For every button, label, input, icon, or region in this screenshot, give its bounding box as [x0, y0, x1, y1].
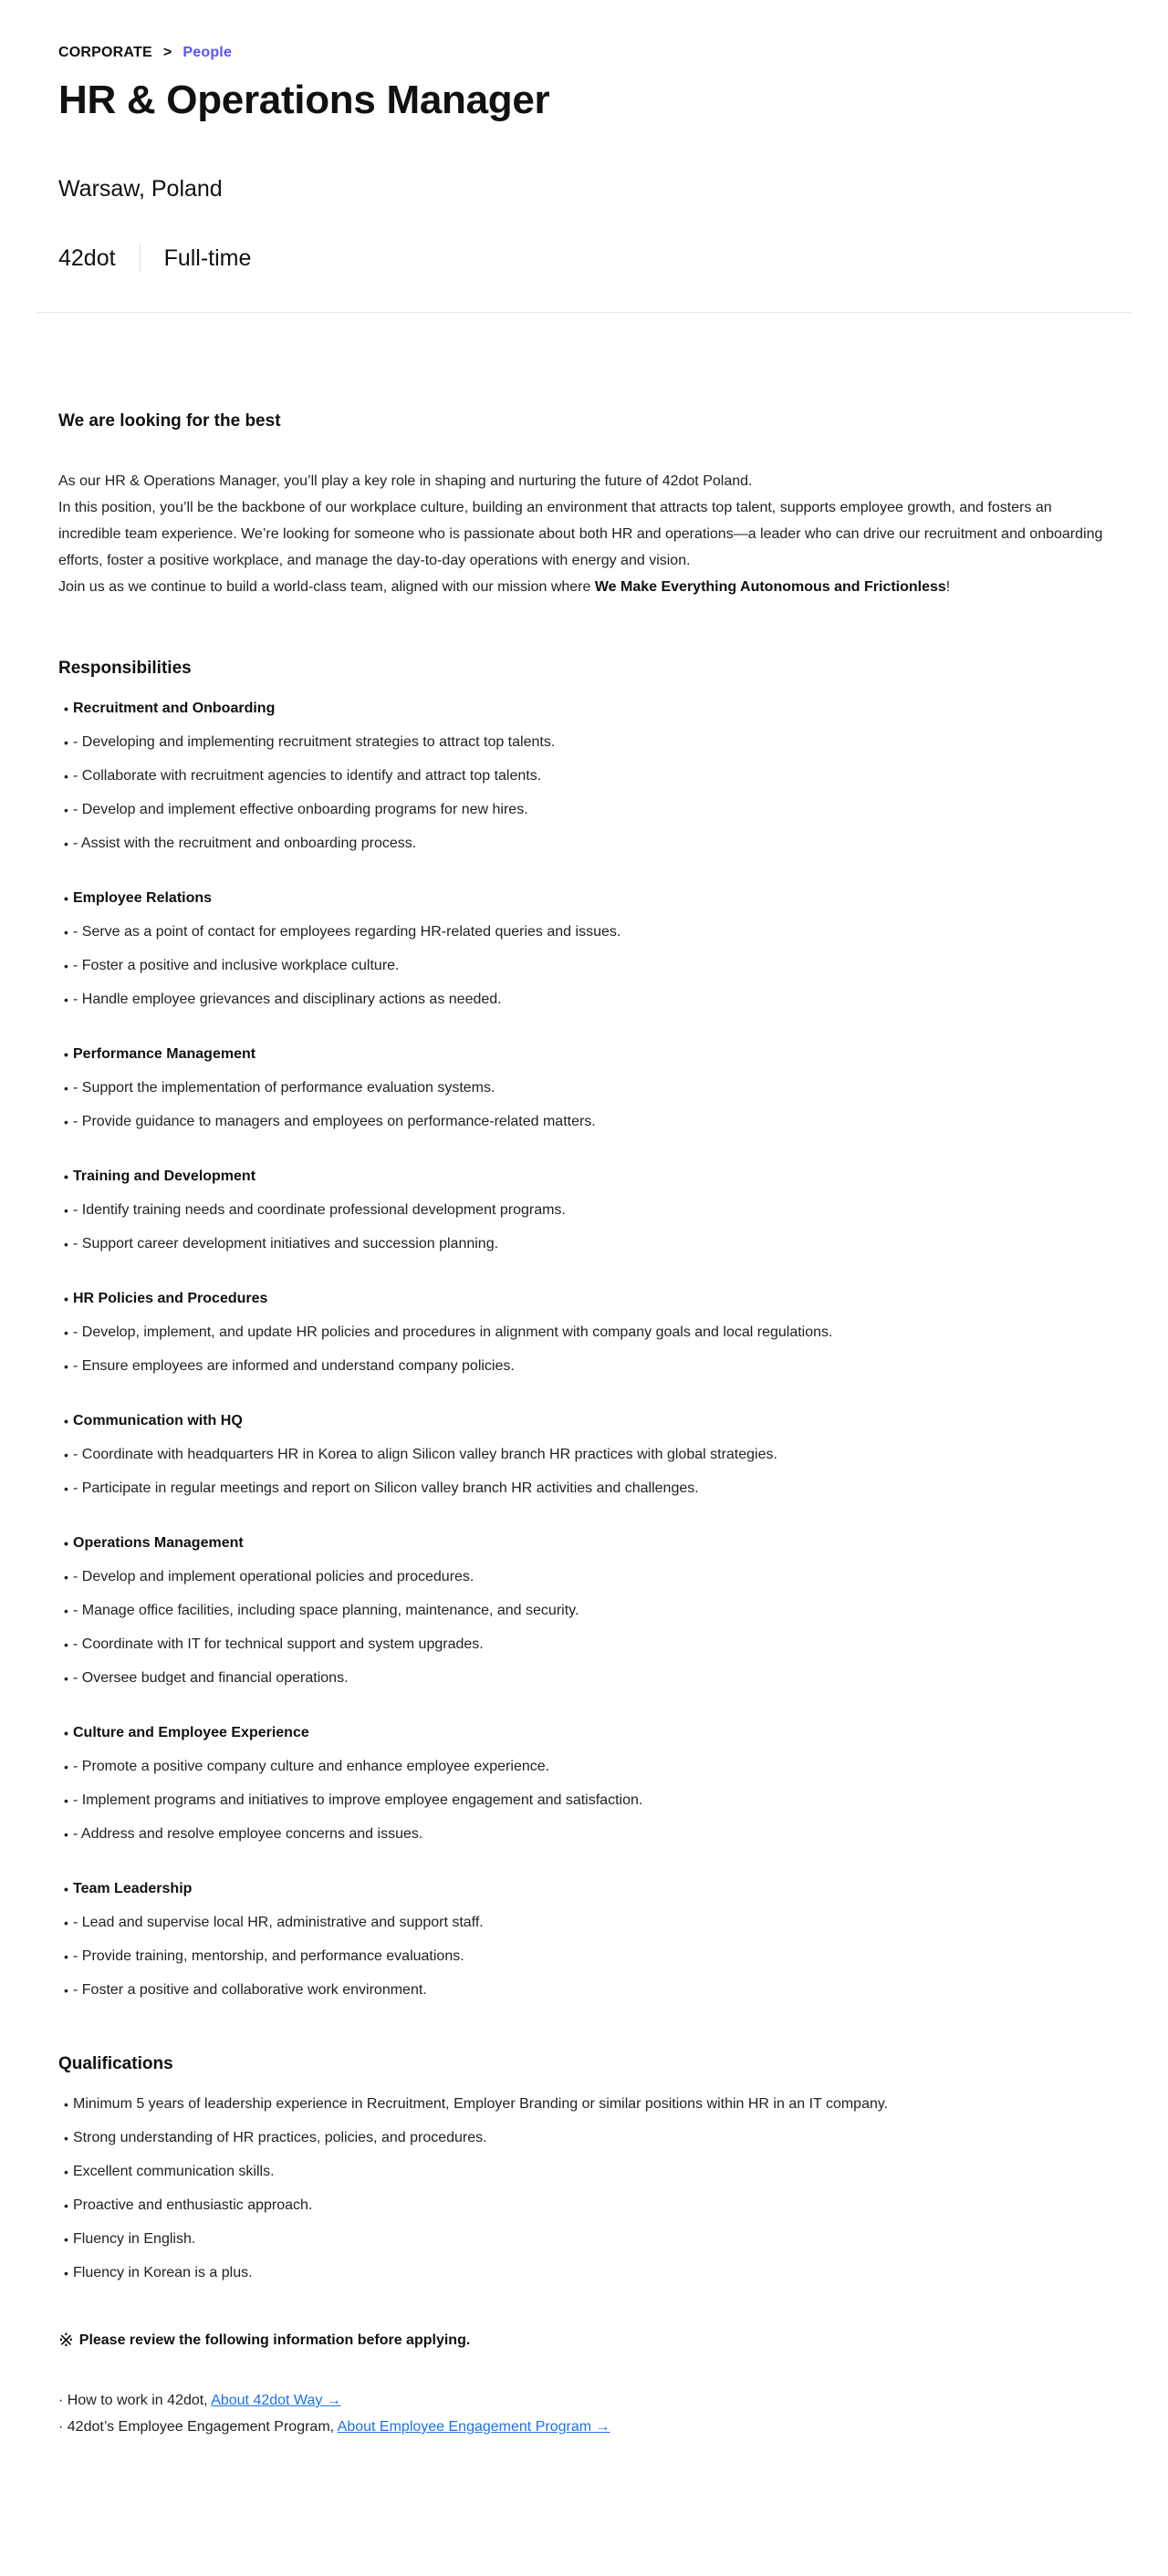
info-link-prefix: · 42dot’s Employee Engagement Program, [58, 2419, 338, 2435]
responsibility-group [58, 699, 1110, 854]
responsibility-group [58, 1289, 1110, 1376]
responsibility-group-title-text: Culture and Employee Experience [73, 1725, 309, 1740]
mission-statement: We Make Everything Autonomous and Frictionless [594, 579, 946, 595]
responsibility-item-text: - Develop, implement, and update HR policies and procedures in alignment with company goals and local regulations. [73, 1324, 833, 1340]
responsibility-item-text: - Coordinate with headquarters HR in Korea to align Silicon valley branch HR practices with global strategies. [73, 1447, 777, 1462]
job-location: Warsaw, Poland [58, 176, 223, 202]
responsibility-item [58, 834, 1110, 854]
responsibility-item [58, 766, 1110, 786]
qualification-item [58, 2196, 1110, 2216]
responsibility-item [58, 1234, 1110, 1254]
responsibilities-list [58, 699, 1110, 2000]
bullet-icon: • [64, 1983, 68, 1998]
intro-paragraph: As our HR & Operations Manager, you’ll play a key role in shaping and nurturing the future of 42dot Poland. [58, 473, 753, 489]
responsibility-item [58, 1913, 1110, 1933]
bullet-icon: • [64, 1448, 68, 1462]
employment-type: Full-time [163, 245, 252, 271]
responsibility-group [58, 888, 1110, 1010]
breadcrumb-corporate-link[interactable]: CORPORATE [58, 45, 152, 60]
application-notice [58, 2331, 1110, 2351]
qualification-item [58, 2229, 1110, 2249]
responsibility-group-title [58, 1044, 1110, 1065]
bullet-icon: • [64, 1237, 68, 1252]
qualification-item-text: Excellent communication skills. [73, 2164, 275, 2179]
bullet-icon: • [64, 1481, 68, 1496]
qualifications-list [58, 2094, 1110, 2283]
intro-paragraph: In this position, you’ll be the backbone of our workplace culture, building an environment that attracts top talent, supports employee growth, and fosters an incredible team experience. We’re looking for someone who is passionate about both HR and operations—a leader who can drive our recruitment and onboarding efforts, foster a positive workplace, and manage the day-to-day operations with energy and vision. [58, 500, 1103, 568]
responsibility-group [58, 1723, 1110, 1844]
qualification-item [58, 2128, 1110, 2148]
bullet-icon: • [64, 2266, 68, 2280]
responsibility-item-text: - Ensure employees are informed and understand company policies. [73, 1358, 515, 1374]
qualification-item-text: Proactive and enthusiastic approach. [73, 2197, 313, 2213]
bullet-icon: • [64, 1604, 68, 1618]
bullet-icon: • [64, 836, 68, 851]
responsibility-group-title [58, 1533, 1110, 1553]
responsibility-group-title [58, 888, 1110, 909]
intro-text [58, 468, 1110, 600]
qualification-item [58, 2162, 1110, 2182]
responsibility-item-text: - Lead and supervise local HR, administrative and support staff. [73, 1915, 484, 1930]
info-link[interactable]: About 42dot Way → [211, 2393, 341, 2408]
responsibility-item-text: - Foster a positive and inclusive workplace culture. [73, 958, 400, 973]
company-name: 42dot [58, 245, 116, 271]
bullet-icon: • [64, 1359, 68, 1374]
intro-heading: We are looking for the best [58, 411, 281, 431]
bullet-icon: • [64, 735, 68, 750]
bullet-icon: • [64, 1115, 68, 1129]
responsibility-group [58, 1411, 1110, 1499]
bullet-icon: • [64, 1882, 68, 1896]
responsibility-item [58, 1479, 1110, 1499]
responsibility-item [58, 1947, 1110, 1967]
responsibility-item [58, 732, 1110, 753]
responsibility-item [58, 1791, 1110, 1811]
intro-mission-suffix: ! [945, 579, 951, 595]
intro-paragraph [58, 574, 1110, 600]
responsibility-item-text: - Manage office facilities, including space planning, maintenance, and security. [73, 1603, 579, 1618]
responsibility-item-text: - Provide training, mentorship, and performance evaluations. [73, 1948, 464, 1964]
info-link-prefix: · How to work in 42dot, [58, 2393, 212, 2408]
responsibility-item [58, 922, 1110, 942]
qualification-item [58, 2094, 1110, 2114]
bullet-icon: • [64, 1827, 68, 1842]
bullet-icon: • [64, 1760, 68, 1774]
bullet-icon: • [64, 1203, 68, 1218]
responsibility-group [58, 1167, 1110, 1254]
breadcrumb-people-link[interactable]: People [182, 45, 233, 60]
responsibility-item [58, 1635, 1110, 1655]
bullet-icon: • [64, 1325, 68, 1340]
bullet-icon: • [64, 1047, 68, 1062]
responsibility-group-title [58, 1167, 1110, 1187]
intro-mission-prefix: Join us as we continue to build a world-class team, aligned with our mission where [58, 579, 595, 595]
reference-mark-icon: ※ [58, 2331, 74, 2351]
bullet-icon: • [64, 2165, 68, 2179]
bullet-icon: • [64, 1169, 68, 1184]
responsibility-item [58, 1200, 1110, 1220]
responsibility-group-title [58, 1411, 1110, 1431]
responsibility-item [58, 1567, 1110, 1587]
bullet-icon: • [64, 1637, 68, 1652]
bullet-icon: • [64, 1536, 68, 1551]
job-description [0, 410, 1168, 2440]
responsibility-item-text: - Develop and implement effective onboarding programs for new hires. [73, 802, 528, 817]
breadcrumb [58, 44, 1110, 62]
responsibilities-heading: Responsibilities [58, 659, 192, 678]
responsibility-item [58, 1445, 1110, 1465]
job-header [36, 0, 1132, 313]
responsibility-group-title-text: Employee Relations [73, 890, 213, 906]
responsibility-item-text: - Assist with the recruitment and onboarding process. [73, 836, 417, 851]
bullet-icon: • [64, 2198, 68, 2213]
responsibility-item-text: - Identify training needs and coordinate professional development programs. [73, 1202, 566, 1218]
info-link-row [58, 2414, 1110, 2440]
bullet-icon: • [64, 1949, 68, 1964]
responsibility-item [58, 1078, 1110, 1098]
bullet-icon: • [64, 1726, 68, 1740]
responsibility-item [58, 956, 1110, 976]
page-title: HR & Operations Manager [58, 78, 550, 122]
responsibility-item-text: - Developing and implementing recruitment strategies to attract top talents. [73, 734, 556, 750]
bullet-icon: • [64, 1081, 68, 1096]
responsibility-item-text: - Collaborate with recruitment agencies to identify and attract top talents. [73, 768, 542, 784]
bullet-icon: • [64, 1570, 68, 1584]
responsibility-group-title [58, 699, 1110, 719]
qualification-item-text: Minimum 5 years of leadership experience in Recruitment, Employer Branding or similar positions within HR in an IT company. [73, 2096, 889, 2112]
responsibility-item [58, 1112, 1110, 1132]
responsibility-item-text: - Oversee budget and financial operations. [73, 1670, 349, 1686]
bullet-icon: • [64, 891, 68, 906]
qualification-item [58, 2263, 1110, 2283]
responsibility-item-text: - Support career development initiatives and succession planning. [73, 1236, 499, 1252]
bullet-icon: • [64, 803, 68, 817]
responsibility-item [58, 800, 1110, 820]
responsibility-item-text: - Support the implementation of performance evaluation systems. [73, 1080, 495, 1096]
bullet-icon: • [64, 1671, 68, 1686]
info-link[interactable]: About Employee Engagement Program → [337, 2419, 610, 2435]
responsibility-group-title-text: Team Leadership [73, 1881, 193, 1896]
responsibility-group-title-text: Performance Management [73, 1046, 256, 1062]
bullet-icon: • [64, 769, 68, 784]
responsibility-item [58, 1757, 1110, 1777]
responsibility-item-text: - Implement programs and initiatives to improve employee engagement and satisfaction. [73, 1792, 643, 1808]
responsibility-group-title-text: HR Policies and Procedures [73, 1291, 268, 1306]
responsibility-item-text: - Foster a positive and collaborative work environment. [73, 1982, 427, 1998]
bullet-icon: • [64, 2097, 68, 2112]
responsibility-item [58, 1601, 1110, 1621]
bullet-icon: • [64, 1292, 68, 1306]
responsibility-group [58, 1044, 1110, 1132]
responsibility-group-title [58, 1723, 1110, 1743]
responsibility-group [58, 1879, 1110, 2000]
responsibility-group-title [58, 1289, 1110, 1309]
responsibility-group-title-text: Communication with HQ [73, 1413, 243, 1428]
notice-text: Please review the following information before applying. [78, 2332, 471, 2348]
responsibility-item [58, 1824, 1110, 1844]
breadcrumb-separator: > [162, 45, 172, 60]
responsibility-item-text: - Handle employee grievances and disciplinary actions as needed. [73, 992, 502, 1007]
bullet-icon: • [64, 1916, 68, 1930]
responsibility-item [58, 1668, 1110, 1688]
responsibility-item-text: - Address and resolve employee concerns and issues. [73, 1826, 423, 1842]
info-link-row [58, 2387, 1110, 2414]
qualifications-heading: Qualifications [58, 2054, 173, 2073]
bullet-icon: • [64, 2232, 68, 2247]
qualification-item-text: Fluency in English. [73, 2231, 196, 2247]
meta-divider [140, 244, 141, 272]
responsibility-group [58, 1533, 1110, 1688]
bullet-icon: • [64, 1793, 68, 1808]
responsibility-item [58, 1323, 1110, 1343]
bullet-icon: • [64, 2131, 68, 2145]
responsibility-group-title-text: Operations Management [73, 1535, 244, 1551]
bullet-icon: • [64, 701, 68, 716]
bullet-icon: • [64, 959, 68, 973]
responsibility-item-text: - Participate in regular meetings and report on Silicon valley branch HR activities and challenges. [73, 1480, 699, 1496]
responsibility-item [58, 1356, 1110, 1376]
bullet-icon: • [64, 992, 68, 1007]
responsibility-group-title-text: Recruitment and Onboarding [73, 701, 276, 716]
responsibility-item [58, 1980, 1110, 2000]
responsibility-item-text: - Serve as a point of contact for employees regarding HR-related queries and issues. [73, 924, 621, 940]
info-links [58, 2387, 1110, 2440]
responsibility-item-text: - Provide guidance to managers and employees on performance-related matters. [73, 1114, 596, 1129]
responsibility-item-text: - Coordinate with IT for technical support and system upgrades. [73, 1636, 484, 1652]
responsibility-item-text: - Promote a positive company culture and enhance employee experience. [73, 1759, 550, 1774]
bullet-icon: • [64, 1414, 68, 1428]
qualification-item-text: Fluency in Korean is a plus. [73, 2265, 253, 2280]
responsibility-item [58, 990, 1110, 1010]
bullet-icon: • [64, 925, 68, 940]
job-meta [58, 243, 1110, 274]
qualification-item-text: Strong understanding of HR practices, policies, and procedures. [73, 2130, 487, 2145]
responsibility-group-title [58, 1879, 1110, 1899]
responsibility-item-text: - Develop and implement operational policies and procedures. [73, 1569, 474, 1584]
responsibility-group-title-text: Training and Development [73, 1169, 256, 1184]
